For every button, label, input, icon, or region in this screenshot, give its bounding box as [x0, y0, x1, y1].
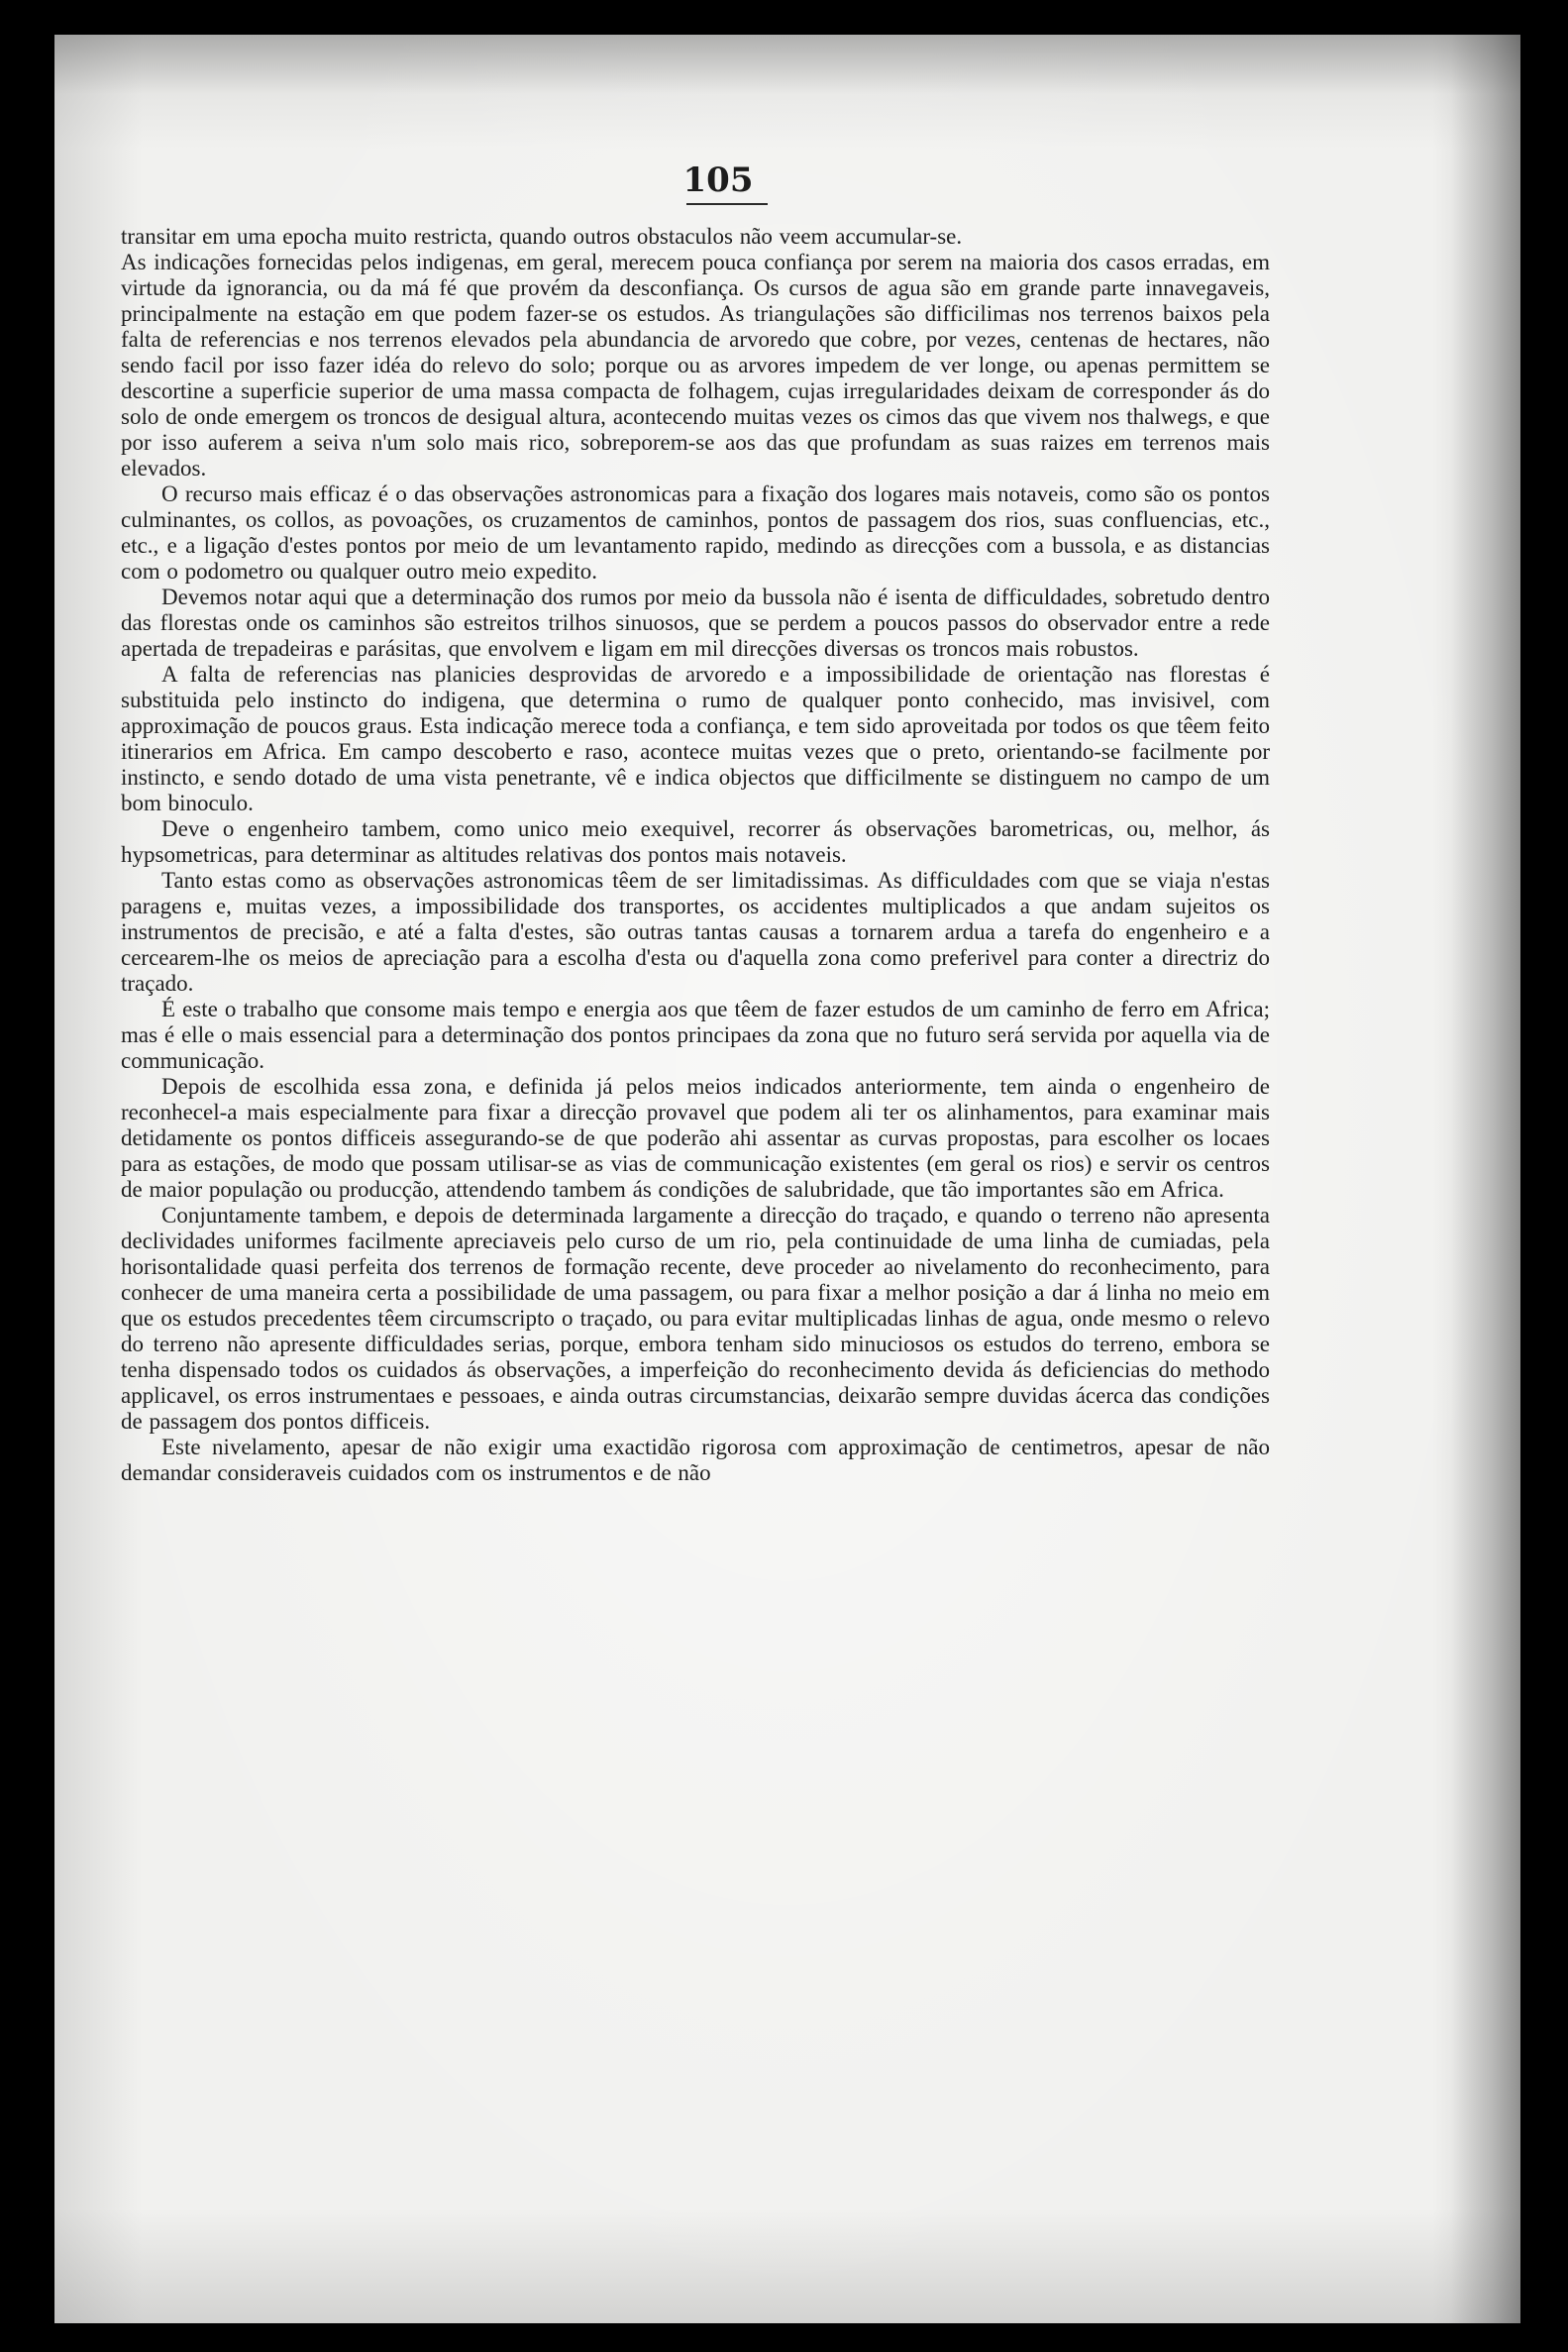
- paragraph-6: Deve o engenheiro tambem, como unico meio exequivel, recorrer ás observações barometricas, ou, melhor, ás hypsometricas, para determinar as altitudes relativas dos pontos mais notaveis.: [121, 816, 1270, 867]
- page-number-rule: [686, 203, 768, 205]
- page-number: 105: [682, 160, 754, 200]
- paragraph-10: Conjuntamente tambem, e depois de determinada largamente a direcção do traçado, e quando o terreno não apresenta declividades uniformes facilmente apreciaveis pelo curso de um rio, pela continuidade de uma linha de cumiadas, pela horisontalidade quasi perfeita dos terrenos de formação recente, deve proceder ao nivelamento do reconhecimento, para conhecer de uma maneira certa a possibilidade de uma passagem, ou para fixar a melhor posição a dar á linha no meio em que os estudos precedentes têem circumscripto o traçado, ou para evitar multiplicadas linhas de agua, onde mesmo o relevo do terreno não apresente difficuldades serias, porque, embora tenham sido minuciosos os estudos do terreno, embora se tenha dispensado todos os cuidados ás observações, a imperfeição do reconhecimento devida ás deficiencias do methodo applicavel, os erros instrumentaes e pessoaes, e ainda outras circumstancias, deixarão sempre duvidas ácerca das condições de passagem dos pontos difficeis.: [121, 1203, 1270, 1434]
- paragraph-5: A falta de referencias nas planicies desprovidas de arvoredo e a impossibilidade de orientação nas florestas é substituida pelo instincto do indigena, que determina o rumo de qualquer ponto conhecido, mas invisivel, com approximação de poucos graus. Esta indicação merece toda a confiança, e tem sido aproveitada por todos os que têem feito itinerarios em Africa. Em campo descoberto e raso, acontece muitas vezes que o preto, orientando-se facilmente por instincto, e sendo dotado de uma vista penetrante, vê e indica objectos que difficilmente se distinguem no campo de um bom binoculo.: [121, 662, 1270, 815]
- paragraph-7: Tanto estas como as observações astronomicas têem de ser limitadissimas. As difficuldades com que se viaja n'estas paragens e, muitas vezes, a impossibilidade dos transportes, os accidentes multiplicados a que andam sujeitos os instrumentos de precisão, e até a falta d'estes, são outras tantas causas a tornarem ardua a tarefa do engenheiro e a cercearem-lhe os meios de apreciação para a escolha d'esta ou d'aquella zona como preferivel para conter a directriz do traçado.: [121, 868, 1270, 996]
- paragraph-4: Devemos notar aqui que a determinação dos rumos por meio da bussola não é isenta de difficuldades, sobretudo dentro das florestas onde os caminhos são estreitos trilhos sinuosos, que se perdem a poucos passos do observador entre a rede apertada de trepadeiras e parásitas, que envolvem e ligam em mil direcções diversas os troncos mais robustos.: [121, 585, 1270, 661]
- paragraph-8: É este o trabalho que consome mais tempo e energia aos que têem de fazer estudos de um caminho de ferro em Africa; mas é elle o mais essencial para a determinação dos pontos principaes da zona que no futuro será servida por aquella via de communicação.: [121, 997, 1270, 1073]
- paragraph-3: O recurso mais efficaz é o das observações astronomicas para a fixação dos logares mais notaveis, como são os pontos culminantes, os collos, as povoações, os cruzamentos de caminhos, pontos de passagem dos rios, suas confluencias, etc., etc., e a ligação d'estes pontos por meio de um levantamento rapido, medindo as direcções com a bussola, e as distancias com o podometro ou qualquer outro meio expedito.: [121, 481, 1270, 584]
- paragraph-11: Este nivelamento, apesar de não exigir uma exactidão rigorosa com approximação de centimetros, apesar de não demandar consideraveis cuidados com os instrumentos e de não: [121, 1435, 1270, 1485]
- paragraph-9: Depois de escolhida essa zona, e definida já pelos meios indicados anteriormente, tem ainda o engenheiro de reconhecel-a mais especialmente para fixar a direcção provavel que podem ali ter os alinhamentos, para examinar mais detidamente os pontos difficeis assegurando-se de que poderão ahi assentar as curvas propostas, para escolher os locaes para as estações, de modo que possam utilisar-se as vias de communicação existentes (em geral os rios) e servir os centros de maior população ou producção, attendendo tambem ás condições de salubridade, que tão importantes são em Africa.: [121, 1074, 1270, 1202]
- page-top-shadow: [54, 35, 1520, 94]
- page-edge-shadow: [1451, 35, 1520, 2323]
- paragraph-2: As indicações fornecidas pelos indigenas, em geral, merecem pouca confiança por serem na maioria dos casos erradas, em virtude da ignorancia, ou da má fé que provém da desconfiança. Os cursos de agua são em grande parte innavegaveis, principalmente na estação em que podem fazer-se os estudos. As triangulações são difficilimas nos terrenos baixos pela falta de referencias e nos terrenos elevados pela abundancia de arvoredo que cobre, por vezes, centenas de hectares, não sendo facil por isso fazer idéa do relevo do solo; porque ou as arvores impedem de ver longe, ou apenas permittem se descortine a superficie superior de uma massa compacta de folhagem, cujas irregularidades deixam de corresponder ás do solo de onde emergem os troncos de desigual altura, acontecendo muitas vezes os cimos das que vivem nos thalwegs, e que por isso auferem a seiva n'um solo mais rico, sobreporem-se aos das que profundam as suas raizes em terrenos mais elevados.: [121, 250, 1270, 481]
- body-text: [121, 224, 1270, 1486]
- paragraph-1: transitar em uma epocha muito restricta, quando outros obstaculos não veem accumular-se.: [121, 224, 963, 249]
